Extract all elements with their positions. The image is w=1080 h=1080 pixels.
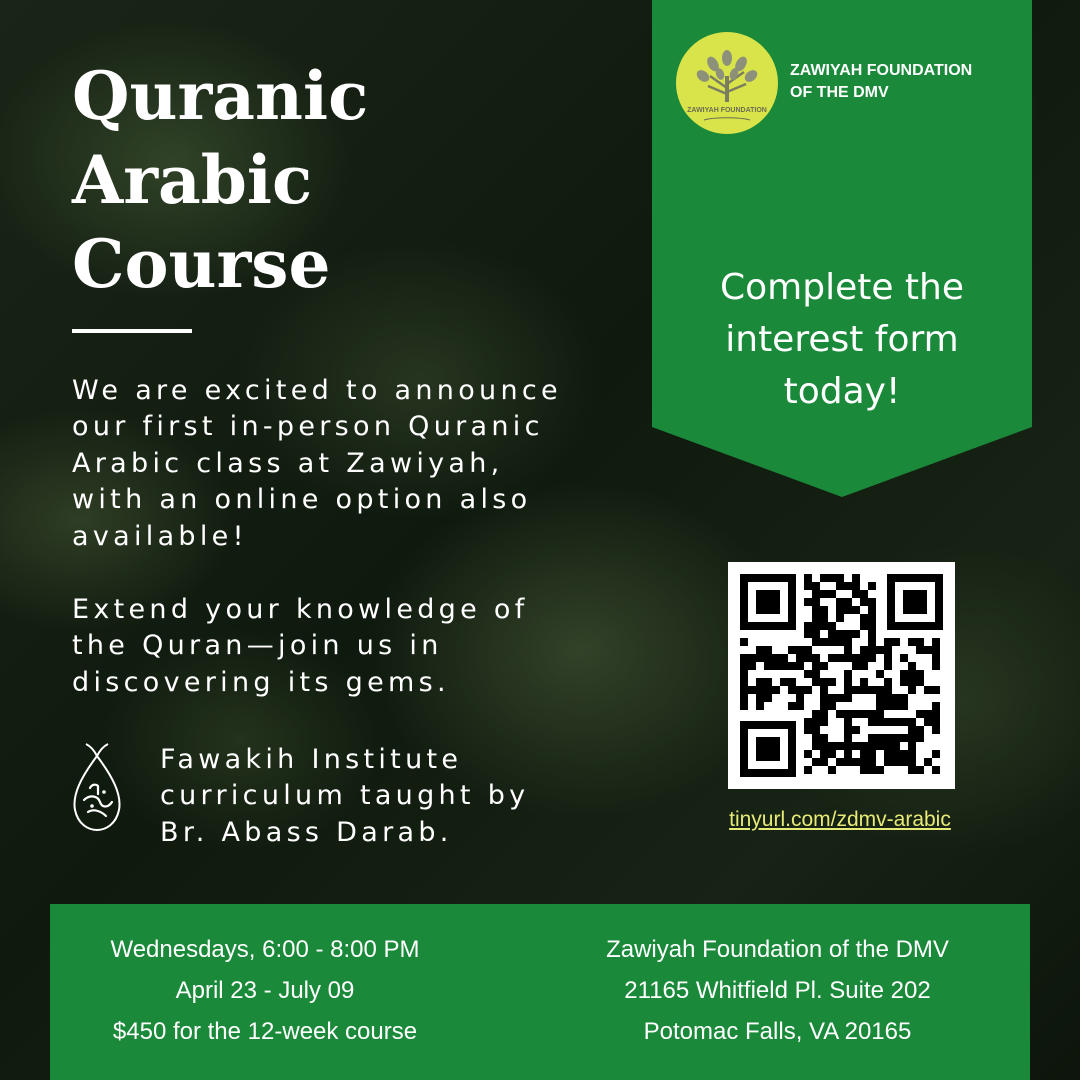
course-title: Quranic Arabic Course (72, 57, 369, 303)
fawakih-logo-icon (68, 742, 126, 834)
cta-text: Complete the interest form today! (719, 267, 965, 413)
location-info: Zawiyah Foundation of the DMV 21165 Whitfield Pl. Suite 202 Potomac Falls, VA 20165 (606, 936, 949, 1045)
qr-code[interactable] (728, 562, 955, 789)
svg-text:ZAWIYAH FOUNDATION: ZAWIYAH FOUNDATION (687, 107, 767, 114)
interest-form-link[interactable]: tinyurl.com/zdmv-arabic (729, 808, 951, 831)
tree-icon (676, 32, 778, 134)
extend-paragraph: Extend your knowledge of the Quran—join us in discovering its gems. (72, 594, 529, 698)
title-divider (72, 329, 192, 333)
schedule-info: Wednesdays, 6:00 - 8:00 PM April 23 - July 09 $450 for the 12-week course (110, 936, 420, 1045)
zawiyah-logo (676, 32, 778, 134)
instructor-credit: Fawakih Institute curriculum taught by Br. Abass Darab. (160, 744, 530, 848)
org-name: ZAWIYAH FOUNDATION OF THE DMV (790, 62, 973, 101)
intro-paragraph: We are excited to announce our first in-person Quranic Arabic class at Zawiyah, with an online option also available! (72, 375, 562, 552)
